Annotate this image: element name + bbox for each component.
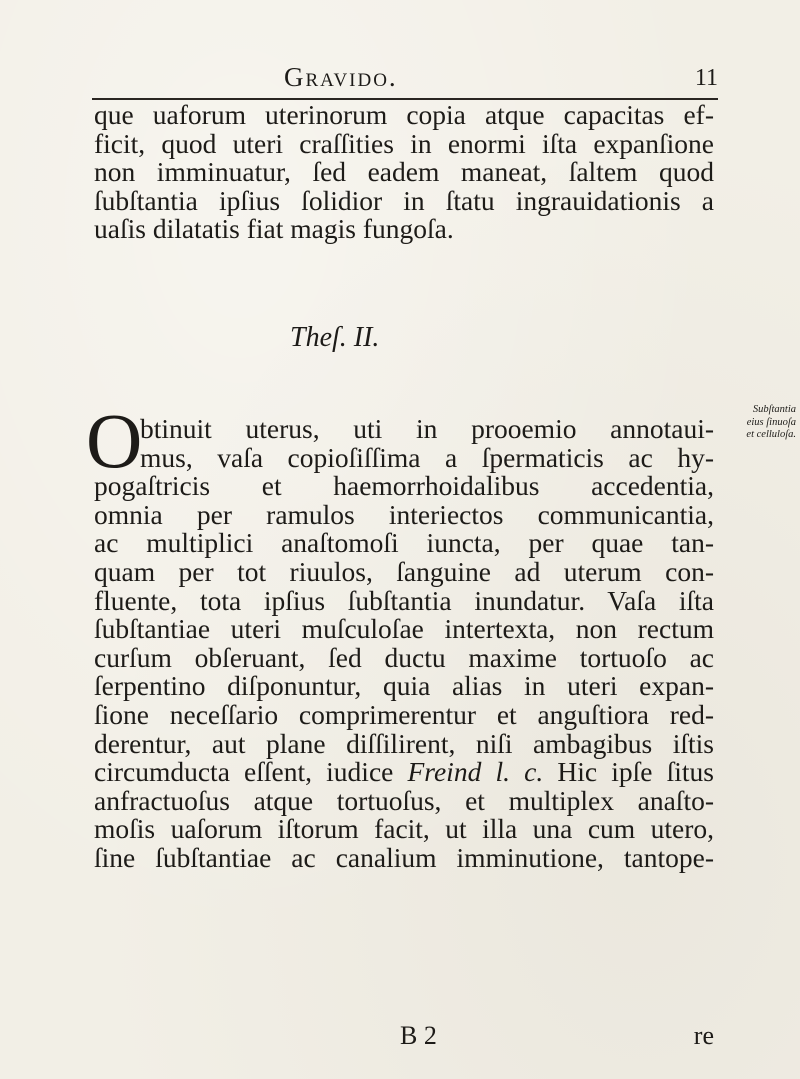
text-line: ſubſtantiae uteri muſculoſae intertexta, non rectum xyxy=(94,613,714,645)
text-line: pogaſtricis et haemorrhoidalibus accedentia, xyxy=(94,470,714,502)
margin-note-line: et celluloſa. xyxy=(746,429,796,440)
text-line: curſum obſeruant, ſed ductu maxime tortuoſo ac xyxy=(94,641,714,673)
running-title: Gravido. xyxy=(284,62,398,92)
citation-author: Freind l. c. xyxy=(407,756,544,788)
text-line: ſione neceſſario comprimerentur et anguſtiora red- xyxy=(94,698,714,730)
text-line: anfractuoſus atque tortuoſus, et multiplex anaſto- xyxy=(94,784,714,816)
text-line: fluente, tota ipſius ſubſtantia inundatur. Vaſa iſta xyxy=(94,584,714,616)
text-line: ac multiplici anaſtomoſi iuncta, per quae tan- xyxy=(94,527,714,559)
text-line: ſubſtantia ipſius ſolidior in ſtatu ingrauidationis a xyxy=(94,184,714,216)
running-head xyxy=(92,62,718,100)
margin-note xyxy=(716,404,796,442)
text-line: uaſis dilatatis fiat magis fungoſa. xyxy=(94,213,454,245)
text-line: moſis uaſorum iſtorum facit, ut illa una cum utero, xyxy=(94,813,714,845)
paragraph-2 xyxy=(86,397,714,873)
section-heading: Theſ. II. xyxy=(290,322,380,353)
text-line: ſine ſubſtantiae ac canalium imminutione, tantope- xyxy=(94,841,714,873)
drop-cap: O xyxy=(86,397,143,484)
page-number: 11 xyxy=(694,65,718,91)
text-line: btinuit uterus, uti in prooemio annotaui- xyxy=(140,413,714,444)
text-line: derentur, aut plane diſſilirent, niſi ambagibus iſtis xyxy=(94,727,714,759)
margin-note-line: Subſtantia xyxy=(752,404,796,415)
paragraph-1 xyxy=(94,101,714,244)
text-line: omnia per ramulos interiectos communicantia, xyxy=(94,498,714,530)
signature-mark: B 2 xyxy=(400,1021,437,1050)
text-line: ſerpentino diſponuntur, quia alias in uteri expan- xyxy=(94,670,714,702)
citation-before: circumducta eſſent, iudice xyxy=(94,756,408,788)
catchword: re xyxy=(693,1021,714,1050)
text-line: non imminuatur, ſed eadem maneat, ſaltem quod xyxy=(94,156,714,188)
text-line-citation xyxy=(94,758,714,787)
margin-note-line: eius ſinuoſa xyxy=(746,416,796,428)
text-line: quam per tot riuulos, ſanguine ad uterum con- xyxy=(94,555,714,587)
page-footer xyxy=(94,1021,714,1051)
text-line: que uaforum uterinorum copia atque capacitas ef- xyxy=(94,99,714,130)
text-line: ficit, quod uteri craſſities in enormi iſta expanſione xyxy=(94,127,714,159)
text-line: mus, vaſa copioſiſſima a ſpermaticis ac hy- xyxy=(140,441,714,473)
citation-after: Hic ipſe ſitus xyxy=(543,756,714,788)
